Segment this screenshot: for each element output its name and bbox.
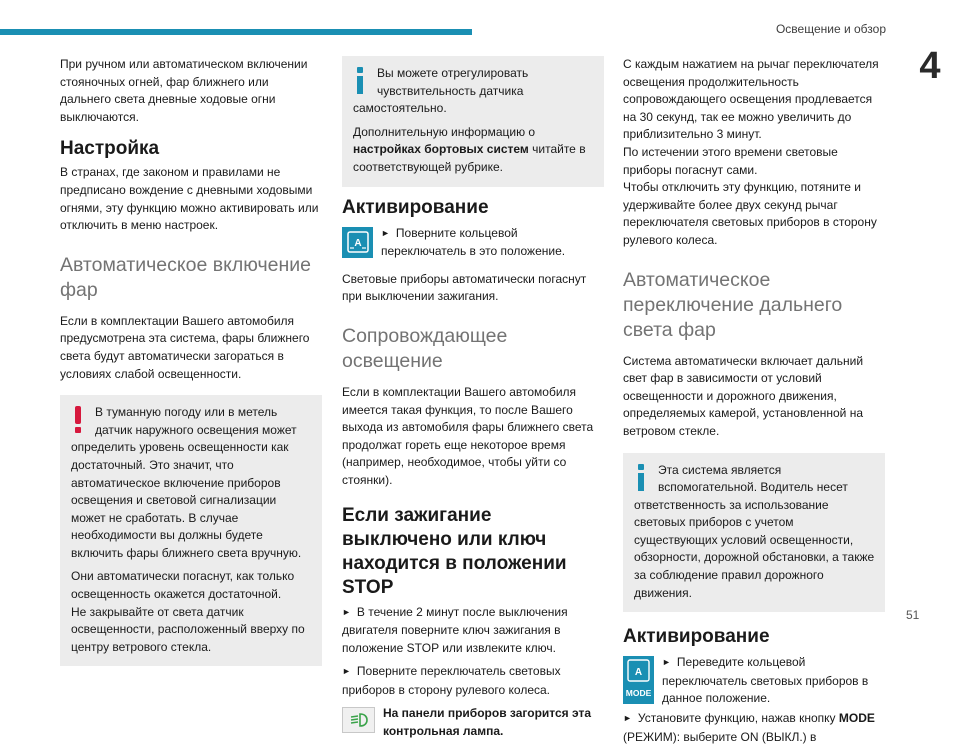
ignition-off-heading: Если зажигание выключено или ключ находится в положении STOP bbox=[342, 504, 567, 598]
high-beam-step-row bbox=[623, 654, 885, 752]
info-paragraph-1: Вы можете отрегулировать чувствительность датчика самостоятельно. bbox=[353, 66, 529, 116]
ignition-step-1: ► В течение 2 минут после выключения двигателя поверните ключ зажигания в положение STOP или извлеките ключ. bbox=[342, 604, 604, 658]
info-notice-sensitivity bbox=[342, 56, 604, 187]
section-title: Освещение и обзор bbox=[775, 22, 886, 36]
follow-me-heading: Сопровождающее освещение bbox=[342, 324, 508, 372]
info-driver-responsibility-text: Эта система является вспомогательной. Водитель несет ответственность за использование световых приборов с учетом существующих условий освещенности, обзорности, дорожной обстановки, а также за соблюдение правил дорожного движения. bbox=[634, 462, 875, 600]
intro-paragraph: При ручном или автоматическом включении стояночных огней, фар ближнего или дальнего света дневные ходовые огни выключаются. bbox=[60, 57, 308, 124]
page-number: 51 bbox=[906, 608, 920, 622]
info-paragraph-2 bbox=[353, 124, 594, 177]
follow-me-extend-paragraph: С каждым нажатием на рычаг переключателя освещения продолжительность сопровождающего освещения продлевается на 30 секунд, так ее можно увеличить до приблизительно 3 минут. bbox=[623, 57, 879, 142]
auto-lighting-heading: Автоматическое включение фар bbox=[60, 253, 311, 301]
info-text-after: читайте в соответствующей рубрике. bbox=[353, 142, 586, 174]
column-3 bbox=[623, 56, 885, 756]
svg-text:A: A bbox=[353, 238, 362, 250]
step2-text-bold: MODE bbox=[838, 711, 875, 726]
auto-lighting-paragraph: Если в комплектации Вашего автомобиля предусмотрена эта система, фары ближнего света будут автоматически загораться в условиях слабой освещенности. bbox=[60, 313, 310, 381]
warning-exclamation-icon bbox=[71, 406, 85, 434]
activation-heading: Активирование bbox=[342, 196, 489, 218]
warning-paragraph-1: В туманную погоду или в метель датчик наружного освещения может определить уровень освещенности как достаточный. Это значит, что автоматическое включение приборов освещения и световой сигнализации может не сработать. В случае необходимости вы должны будете включить фары ближнего света вручную. bbox=[71, 405, 302, 560]
activation-note: Световые приборы автоматически погаснут при выключении зажигания. bbox=[342, 271, 587, 304]
activation-step-row bbox=[342, 225, 604, 267]
svg-text:A: A bbox=[634, 667, 643, 679]
ignition-step-2: ► Поверните переключатель световых приборов в сторону рулевого колеса. bbox=[342, 663, 604, 699]
follow-me-paragraph: Если в комплектации Вашего автомобиля имеется такая функция, то после Вашего выхода из автомобиля фары ближнего света продолжат гореть еще некоторое время (например, необходимое, чтобы уйти со стоянки). bbox=[342, 384, 594, 487]
step2-text-after: (РЕЖИМ): выберите ON (ВЫКЛ.) в bbox=[623, 729, 817, 744]
info-text-bold: настройках бортовых систем bbox=[353, 142, 529, 157]
settings-paragraph: В странах, где законом и правилами не предписано вождение с дневными ходовыми огнями, эту функцию можно активировать или отключить в меню настроек. bbox=[60, 165, 319, 233]
column-1 bbox=[60, 56, 322, 676]
warning-paragraph-2: Они автоматически погаснут, как только освещенность окажется достаточной. bbox=[71, 569, 295, 602]
auto-headlamp-icon bbox=[342, 227, 373, 258]
follow-me-disable-paragraph: Чтобы отключить эту функцию, потяните и удерживайте более двух секунд рычаг переключателя световых приборов в сторону рулевого колеса. bbox=[623, 180, 877, 247]
warning-notice bbox=[60, 395, 322, 666]
column-2 bbox=[342, 56, 604, 751]
info-notice-driver-responsibility bbox=[623, 453, 885, 613]
mode-label: MODE bbox=[625, 687, 652, 698]
follow-me-expire-paragraph: По истечении этого времени световые приборы погаснут сами. bbox=[623, 144, 838, 177]
warning-paragraph-3: Не закрывайте от света датчик освещенности, расположенный вверху по центру ветрового стекла. bbox=[71, 604, 305, 654]
lamp-indicator-text: На панели приборов загорится эта контрольная лампа. bbox=[383, 706, 592, 739]
lamp-indicator-row bbox=[342, 705, 604, 746]
auto-high-beam-paragraph: Система автоматически включает дальний свет фар в зависимости от условий освещенности и дорожного движения, определяемых камерой, установленной на ветровом стекле. bbox=[623, 353, 864, 438]
info-i-icon bbox=[353, 67, 367, 95]
header-accent-bar bbox=[0, 29, 472, 35]
info-text-before: Дополнительную информацию о bbox=[353, 124, 536, 139]
mode-button-icon bbox=[623, 656, 654, 704]
high-beam-step-2 bbox=[623, 710, 885, 746]
chapter-number: 4 bbox=[919, 45, 941, 87]
high-beam-step-1: ► Переведите кольцевой переключатель световых приборов в данное положение. bbox=[623, 654, 885, 708]
activation-step-text: ► Поверните кольцевой переключатель в это положение. bbox=[342, 225, 604, 261]
dipped-beam-lamp-icon bbox=[342, 707, 375, 733]
high-beam-activation-heading: Активирование bbox=[623, 626, 770, 648]
info-i-icon bbox=[634, 464, 648, 492]
settings-heading: Настройка bbox=[60, 138, 160, 160]
auto-high-beam-heading: Автоматическое переключение дальнего света фар bbox=[623, 268, 843, 341]
step2-text-before: Установите функцию, нажав кнопку bbox=[637, 711, 839, 726]
